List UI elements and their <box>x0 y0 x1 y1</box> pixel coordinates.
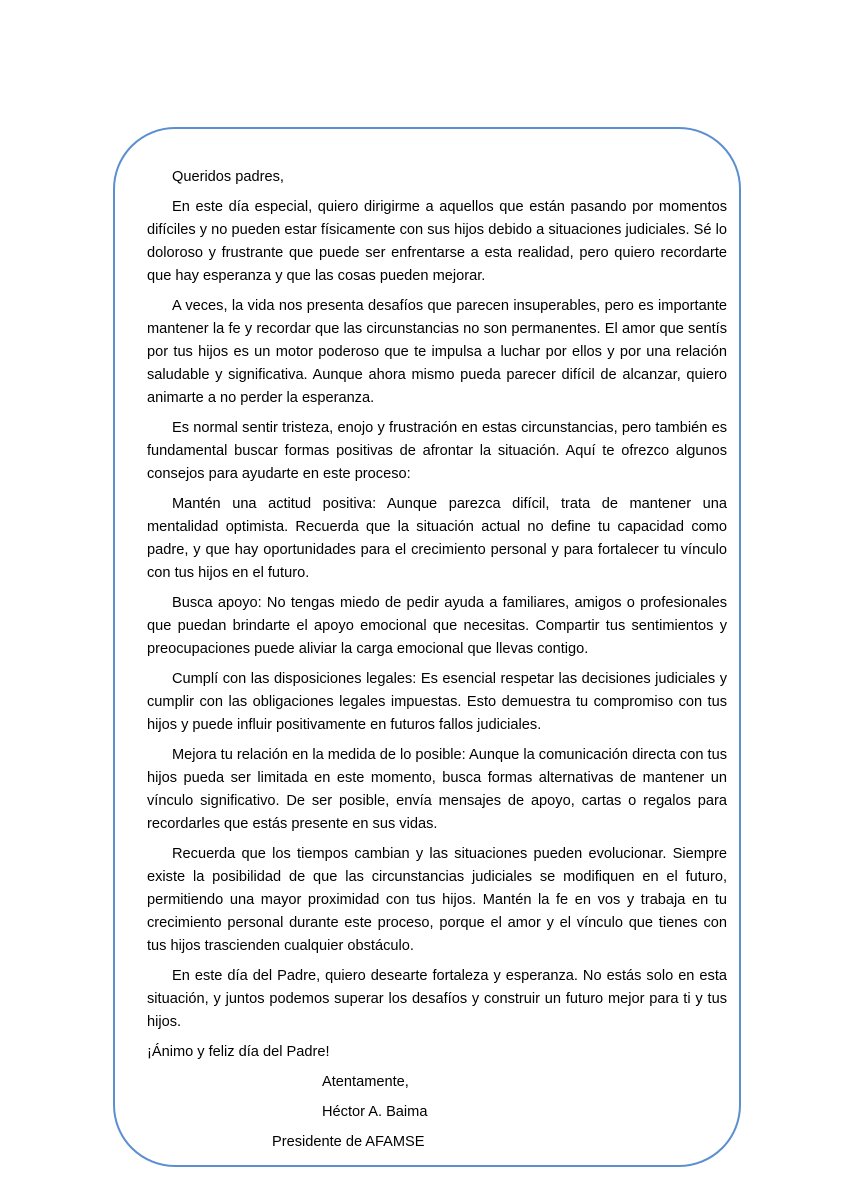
letter-paragraph: Busca apoyo: No tengas miedo de pedir ayuda a familiares, amigos o profesionales que puedan brindarte el apoyo emocional que necesitas. Compartir tus sentimientos y preocupaciones puede aliviar la carga emocional que llevas contigo. <box>147 595 727 657</box>
letter-paragraph: Es normal sentir tristeza, enojo y frustración en estas circunstancias, pero también es fundamental buscar formas positivas de afrontar la situación. Aquí te ofrezco algunos consejos para ayudarte en este proceso: <box>147 420 727 482</box>
signature-name: Héctor A. Baima <box>322 1104 428 1120</box>
letter-body <box>147 166 727 1161</box>
letter-paragraph: Recuerda que los tiempos cambian y las situaciones pueden evolucionar. Siempre existe la posibilidad de que las circunstancias judiciales se modifiquen en el futuro, permitiendo una mayor proximidad con tus hijos. Mantén la fe en vos y trabaja en tu crecimiento personal durante este proceso, porque el amor y el vínculo que tienes con tus hijos trascienden cualquier obstáculo. <box>147 846 727 954</box>
signature-salutation: Atentamente, <box>322 1074 409 1090</box>
letter-paragraph: Mantén una actitud positiva: Aunque parezca difícil, trata de mantener una mentalidad optimista. Recuerda que la situación actual no define tu capacidad como padre, y que hay oportunidades para el crecimiento personal y para fortalecer tu vínculo con tus hijos en el futuro. <box>147 496 727 581</box>
letter-paragraph: Cumplí con las disposiciones legales: Es esencial respetar las decisiones judiciales y cumplir con las obligaciones legales impuestas. Esto demuestra tu compromiso con tus hijos y puede influir positivamente en futuros fallos judiciales. <box>147 671 727 733</box>
signature-role: Presidente de AFAMSE <box>272 1134 425 1150</box>
letter-paragraph: Mejora tu relación en la medida de lo posible: Aunque la comunicación directa con tus hijos pueda ser limitada en este momento, busca formas alternativas de mantener un vínculo significativo. De ser posible, envía mensajes de apoyo, cartas o regalos para recordarles que estás presente en sus vidas. <box>147 747 727 832</box>
letter-closing: ¡Ánimo y feliz día del Padre! <box>147 1044 330 1060</box>
letter-paragraph: A veces, la vida nos presenta desafíos que parecen insuperables, pero es importante mantener la fe y recordar que las circunstancias no son permanentes. El amor que sentís por tus hijos es un motor poderoso que te impulsa a luchar por ellos y por una relación saludable y significativa. Aunque ahora mismo pueda parecer difícil de alcanzar, quiero animarte a no perder la esperanza. <box>147 298 727 406</box>
letter-paragraph: En este día especial, quiero dirigirme a aquellos que están pasando por momentos difíciles y no pueden estar físicamente con sus hijos debido a situaciones judiciales. Sé lo doloroso y frustrante que puede ser enfrentarse a esta realidad, pero quiero recordarte que hay esperanza y que las cosas pueden mejorar. <box>147 199 727 284</box>
letter-greeting: Queridos padres, <box>172 169 284 185</box>
letter-paragraph: En este día del Padre, quiero desearte fortaleza y esperanza. No estás solo en esta situación, y juntos podemos superar los desafíos y construir un futuro mejor para ti y tus hijos. <box>147 968 727 1030</box>
